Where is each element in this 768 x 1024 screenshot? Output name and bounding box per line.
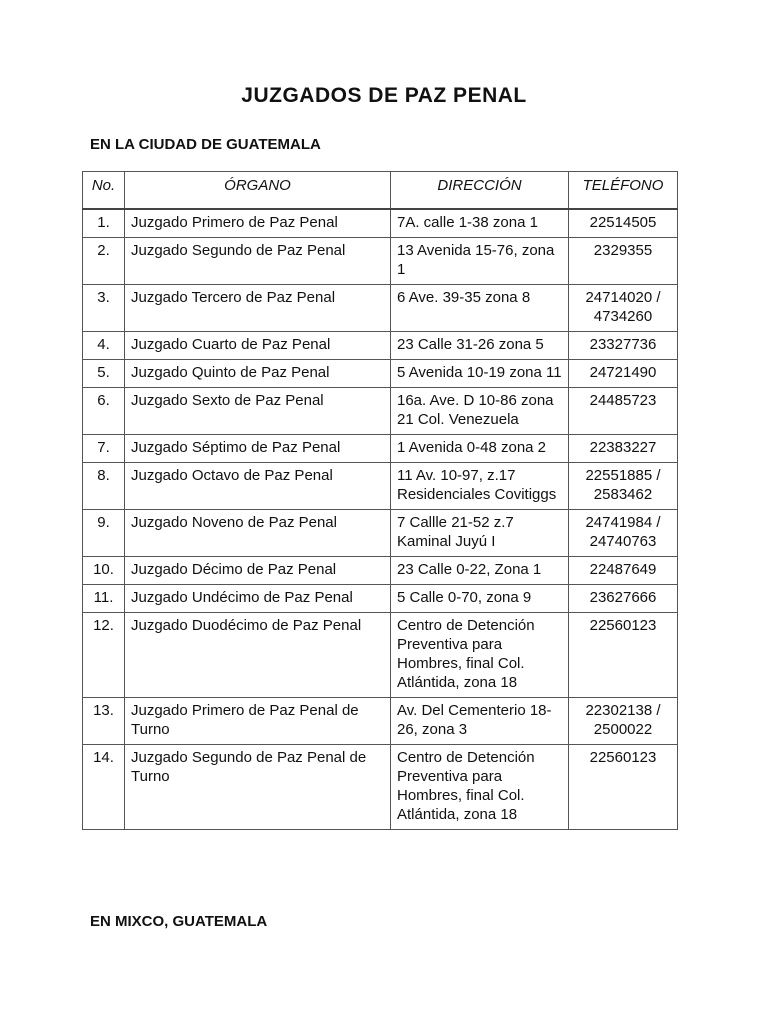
table-row: [83, 360, 678, 388]
table-row: [83, 332, 678, 360]
cell-telefono: 22551885 / 2583462: [569, 463, 678, 510]
cell-direccion: Centro de Detención Preventiva para Hombres, final Col. Atlántida, zona 18: [391, 745, 569, 830]
cell-no: 12.: [83, 613, 125, 698]
cell-telefono: 22302138 / 2500022: [569, 698, 678, 745]
table-row: [83, 698, 678, 745]
header-direccion: DIRECCIÓN: [391, 172, 569, 210]
cell-direccion: 16a. Ave. D 10-86 zona 21 Col. Venezuela: [391, 388, 569, 435]
cell-telefono: 24714020 / 4734260: [569, 285, 678, 332]
cell-organo: Juzgado Duodécimo de Paz Penal: [125, 613, 391, 698]
cell-direccion: Centro de Detención Preventiva para Hombres, final Col. Atlántida, zona 18: [391, 613, 569, 698]
cell-organo: Juzgado Octavo de Paz Penal: [125, 463, 391, 510]
cell-organo: Juzgado Quinto de Paz Penal: [125, 360, 391, 388]
section-heading-guatemala-city: EN LA CIUDAD DE GUATEMALA: [90, 136, 321, 153]
cell-telefono: 22560123: [569, 613, 678, 698]
table-row: [83, 238, 678, 285]
table-body: [83, 209, 678, 830]
cell-direccion: 6 Ave. 39-35 zona 8: [391, 285, 569, 332]
cell-direccion: 23 Calle 31-26 zona 5: [391, 332, 569, 360]
cell-direccion: 11 Av. 10-97, z.17 Residenciales Covitiggs: [391, 463, 569, 510]
cell-telefono: 24721490: [569, 360, 678, 388]
cell-direccion: 1 Avenida 0-48 zona 2: [391, 435, 569, 463]
cell-direccion: 5 Avenida 10-19 zona 11: [391, 360, 569, 388]
cell-organo: Juzgado Sexto de Paz Penal: [125, 388, 391, 435]
cell-telefono: 2329355: [569, 238, 678, 285]
cell-organo: Juzgado Primero de Paz Penal: [125, 209, 391, 238]
cell-telefono: 24485723: [569, 388, 678, 435]
cell-organo: Juzgado Primero de Paz Penal de Turno: [125, 698, 391, 745]
cell-direccion: 7A. calle 1-38 zona 1: [391, 209, 569, 238]
cell-no: 4.: [83, 332, 125, 360]
header-no: No.: [83, 172, 125, 210]
cell-no: 3.: [83, 285, 125, 332]
table-row: [83, 388, 678, 435]
table-row: [83, 510, 678, 557]
cell-no: 11.: [83, 585, 125, 613]
courts-table: [82, 171, 678, 830]
table-row: [83, 585, 678, 613]
cell-telefono: 22560123: [569, 745, 678, 830]
cell-no: 9.: [83, 510, 125, 557]
header-organo: ÓRGANO: [125, 172, 391, 210]
cell-telefono: 22383227: [569, 435, 678, 463]
cell-direccion: 5 Calle 0-70, zona 9: [391, 585, 569, 613]
cell-no: 10.: [83, 557, 125, 585]
section-heading-mixco: EN MIXCO, GUATEMALA: [90, 913, 268, 930]
table-row: [83, 613, 678, 698]
cell-telefono: 24741984 / 24740763: [569, 510, 678, 557]
cell-telefono: 23627666: [569, 585, 678, 613]
cell-no: 13.: [83, 698, 125, 745]
page-title: JUZGADOS DE PAZ PENAL: [241, 84, 527, 107]
cell-no: 8.: [83, 463, 125, 510]
cell-organo: Juzgado Séptimo de Paz Penal: [125, 435, 391, 463]
header-telefono: TELÉFONO: [569, 172, 678, 210]
cell-organo: Juzgado Décimo de Paz Penal: [125, 557, 391, 585]
cell-organo: Juzgado Undécimo de Paz Penal: [125, 585, 391, 613]
cell-organo: Juzgado Segundo de Paz Penal: [125, 238, 391, 285]
cell-telefono: 22487649: [569, 557, 678, 585]
cell-no: 1.: [83, 209, 125, 238]
cell-telefono: 22514505: [569, 209, 678, 238]
cell-telefono: 23327736: [569, 332, 678, 360]
cell-direccion: Av. Del Cementerio 18-26, zona 3: [391, 698, 569, 745]
table-row: [83, 557, 678, 585]
table-row: [83, 435, 678, 463]
cell-no: 2.: [83, 238, 125, 285]
cell-organo: Juzgado Cuarto de Paz Penal: [125, 332, 391, 360]
cell-no: 6.: [83, 388, 125, 435]
table-row: [83, 463, 678, 510]
cell-no: 5.: [83, 360, 125, 388]
cell-no: 7.: [83, 435, 125, 463]
cell-direccion: 13 Avenida 15-76, zona 1: [391, 238, 569, 285]
cell-direccion: 23 Calle 0-22, Zona 1: [391, 557, 569, 585]
table-header-row: [83, 172, 678, 210]
cell-organo: Juzgado Noveno de Paz Penal: [125, 510, 391, 557]
cell-direccion: 7 Callle 21-52 z.7 Kaminal Juyú I: [391, 510, 569, 557]
table-row: [83, 285, 678, 332]
table-row: [83, 209, 678, 238]
table-row: [83, 745, 678, 830]
cell-organo: Juzgado Tercero de Paz Penal: [125, 285, 391, 332]
cell-organo: Juzgado Segundo de Paz Penal de Turno: [125, 745, 391, 830]
cell-no: 14.: [83, 745, 125, 830]
